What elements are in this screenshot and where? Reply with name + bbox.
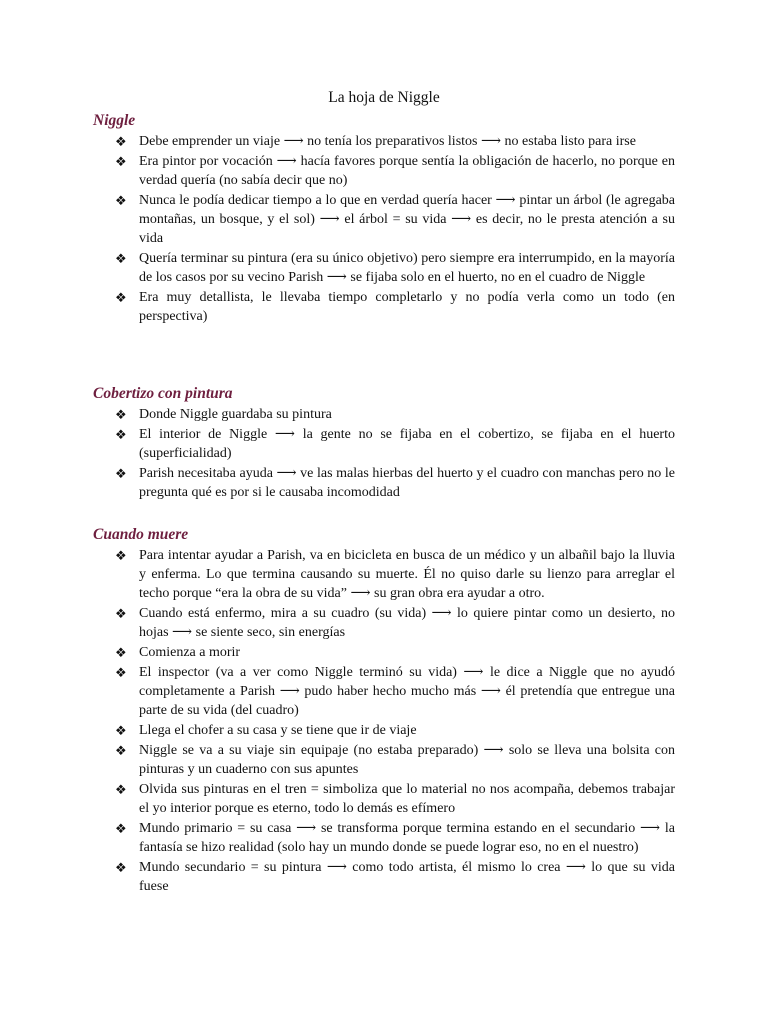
bullet-list-cuando-muere bbox=[115, 546, 675, 897]
list-item bbox=[115, 132, 675, 151]
diamond-bullet-icon: ❖ bbox=[115, 606, 127, 621]
list-item-text: Quería terminar su pintura (era su único objetivo) pero siempre era interrumpido, en la mayoría de los casos por su vecino Parish ⟶ se fijaba solo en el huerto, no en el cuadro de Niggle bbox=[139, 251, 675, 285]
diamond-bullet-icon: ❖ bbox=[115, 860, 127, 875]
list-item bbox=[115, 546, 675, 603]
list-item-text: Mundo primario = su casa ⟶ se transforma porque termina estando en el secundario ⟶ la fantasía se hizo realidad (solo hay un mundo donde se puede lograr eso, no en el nuestro) bbox=[139, 821, 675, 855]
list-item bbox=[115, 858, 675, 896]
document-title: La hoja de Niggle bbox=[328, 89, 440, 106]
diamond-bullet-icon: ❖ bbox=[115, 154, 127, 169]
diamond-bullet-icon: ❖ bbox=[115, 251, 127, 266]
list-item-text: Era muy detallista, le llevaba tiempo completarlo y no podía verla como un todo (en perspectiva) bbox=[139, 290, 675, 324]
diamond-bullet-icon: ❖ bbox=[115, 548, 127, 563]
diamond-bullet-icon: ❖ bbox=[115, 407, 127, 422]
list-item-text: Comienza a morir bbox=[139, 645, 241, 660]
list-item-text: Llega el chofer a su casa y se tiene que ir de viaje bbox=[139, 723, 417, 738]
list-item-text: Parish necesitaba ayuda ⟶ ve las malas hierbas del huerto y el cuadro con manchas pero no le pregunta qué es por si le causaba incomodidad bbox=[139, 466, 675, 500]
list-item bbox=[115, 249, 675, 287]
diamond-bullet-icon: ❖ bbox=[115, 665, 127, 680]
list-item bbox=[115, 191, 675, 248]
list-item-text: Donde Niggle guardaba su pintura bbox=[139, 407, 332, 422]
diamond-bullet-icon: ❖ bbox=[115, 427, 127, 442]
list-item-text: El interior de Niggle ⟶ la gente no se fijaba en el cobertizo, se fijaba en el huerto (superficialidad) bbox=[139, 427, 675, 461]
section-heading-niggle: Niggle bbox=[93, 112, 136, 129]
diamond-bullet-icon: ❖ bbox=[115, 821, 127, 836]
list-item-text: Olvida sus pinturas en el tren = simboliza que lo material no nos acompaña, debemos trabajar el yo interior porque es eterno, todo lo demás es efímero bbox=[139, 782, 675, 816]
list-item bbox=[115, 152, 675, 190]
list-item bbox=[115, 405, 675, 424]
diamond-bullet-icon: ❖ bbox=[115, 782, 127, 797]
bullet-list-niggle bbox=[115, 132, 675, 327]
list-item-text: Nunca le podía dedicar tiempo a lo que en verdad quería hacer ⟶ pintar un árbol (le agregaba montañas, un bosque, y el sol) ⟶ el árbol = su vida ⟶ es decir, no le presta atención a su vida bbox=[139, 193, 675, 246]
list-item bbox=[115, 604, 675, 642]
list-item bbox=[115, 721, 675, 740]
list-item-text: Debe emprender un viaje ⟶ no tenía los preparativos listos ⟶ no estaba listo para irse bbox=[139, 134, 636, 149]
list-item bbox=[115, 741, 675, 779]
list-item bbox=[115, 425, 675, 463]
section-heading-cuando-muere: Cuando muere bbox=[93, 526, 189, 543]
list-item bbox=[115, 464, 675, 502]
diamond-bullet-icon: ❖ bbox=[115, 290, 127, 305]
section-heading-cobertizo: Cobertizo con pintura bbox=[93, 385, 233, 402]
diamond-bullet-icon: ❖ bbox=[115, 645, 127, 660]
diamond-bullet-icon: ❖ bbox=[115, 723, 127, 738]
list-item-text: Niggle se va a su viaje sin equipaje (no estaba preparado) ⟶ solo se lleva una bolsita con pinturas y un cuaderno con sus apuntes bbox=[139, 743, 675, 777]
list-item-text: Para intentar ayudar a Parish, va en bicicleta en busca de un médico y un albañil bajo la lluvia y enferma. Lo que termina causando su muerte. Él no quiso darle su lienzo para arreglar el techo porque “era la obra de su vida” ⟶ su gran obra era ayudar a otro. bbox=[139, 548, 675, 601]
list-item-text: Era pintor por vocación ⟶ hacía favores porque sentía la obligación de hacerlo, no porque en verdad quería (no sabía decir que no) bbox=[139, 154, 675, 188]
list-item bbox=[115, 643, 675, 662]
list-item-text: Cuando está enfermo, mira a su cuadro (su vida) ⟶ lo quiere pintar como un desierto, no hojas ⟶ se siente seco, sin energías bbox=[139, 606, 675, 640]
diamond-bullet-icon: ❖ bbox=[115, 193, 127, 208]
list-item bbox=[115, 663, 675, 720]
list-item-text: El inspector (va a ver como Niggle terminó su vida) ⟶ le dice a Niggle que no ayudó completamente a Parish ⟶ pudo haber hecho mucho más ⟶ él pretendía que entregue una parte de su vida (del cuadro) bbox=[139, 665, 675, 718]
bullet-list-cobertizo bbox=[115, 405, 675, 503]
diamond-bullet-icon: ❖ bbox=[115, 743, 127, 758]
list-item-text: Mundo secundario = su pintura ⟶ como todo artista, él mismo lo crea ⟶ lo que su vida fuese bbox=[139, 860, 675, 894]
list-item bbox=[115, 288, 675, 326]
diamond-bullet-icon: ❖ bbox=[115, 134, 127, 149]
list-item bbox=[115, 819, 675, 857]
diamond-bullet-icon: ❖ bbox=[115, 466, 127, 481]
list-item bbox=[115, 780, 675, 818]
